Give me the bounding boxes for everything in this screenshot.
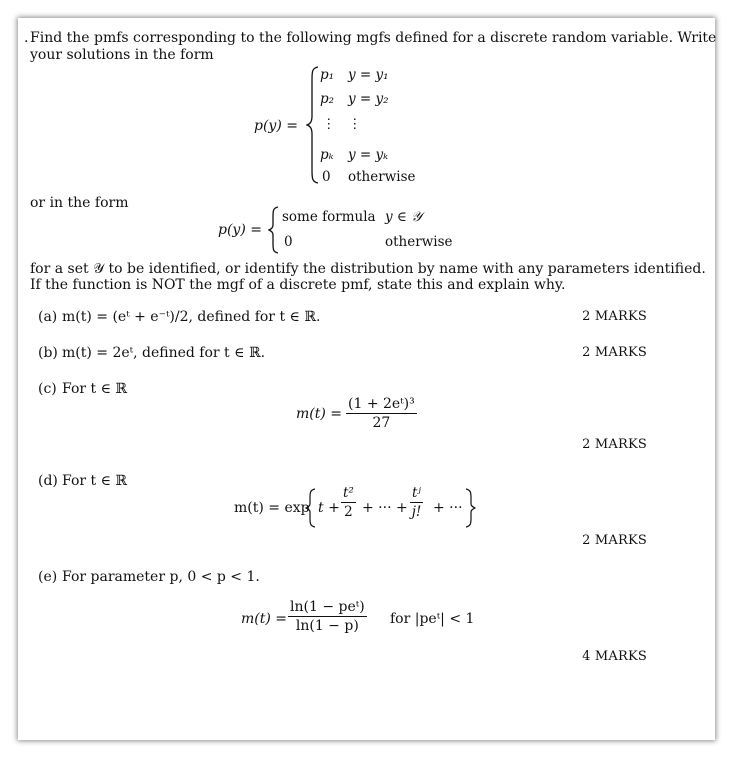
intro-line-2: your solutions in the form — [30, 47, 214, 63]
part-d-t: t + — [318, 500, 340, 516]
part-e-marks: 4 MARKS — [582, 649, 647, 664]
part-d-frac1 — [341, 485, 356, 520]
form2-row1-right: y ∈ 𝒴 — [385, 209, 422, 225]
part-a-marks: 2 MARKS — [582, 309, 647, 324]
part-e-denominator: ln(1 − p) — [295, 618, 359, 634]
part-d-left-brace — [305, 488, 317, 528]
form1-row5-y: otherwise — [348, 169, 416, 185]
part-d-right-brace — [464, 488, 476, 528]
part-d-mid: + ··· + — [362, 500, 408, 516]
part-e-label: (e) — [38, 569, 58, 585]
part-c-label: (c) — [38, 381, 57, 397]
part-e-fraction — [288, 599, 367, 634]
instructions-line-2: If the function is NOT the mgf of a discrete pmf, state this and explain why. — [30, 277, 566, 293]
form1-row2-p: p₂ — [320, 91, 335, 107]
form2-row2-left: 0 — [284, 234, 293, 250]
part-d-frac2 — [410, 485, 423, 520]
intro-line-1: Find the pmfs corresponding to the following mgfs defined for a discrete random variable. Write — [30, 30, 717, 46]
document-page — [18, 18, 715, 740]
part-d-frac1-den: 2 — [344, 504, 353, 520]
part-e-numerator: ln(1 − peᵗ) — [290, 599, 365, 615]
form2-lhs: p(y) = — [218, 222, 262, 238]
part-d-marks: 2 MARKS — [582, 533, 647, 548]
part-d-text: For t ∈ ℝ — [62, 473, 128, 489]
part-c-text: For t ∈ ℝ — [62, 381, 128, 397]
part-c-fraction — [346, 396, 417, 431]
form1-left-brace — [306, 66, 320, 184]
form1-row3-y: ⋮ — [348, 116, 362, 132]
form1-row4-y: y = yₖ — [348, 147, 389, 163]
form1-row1-y: y = y₁ — [348, 67, 389, 83]
part-e-text: For parameter p, 0 < p < 1. — [62, 569, 260, 585]
instructions-line-1: for a set 𝒴 to be identified, or identify the distribution by name with any parameters identified. — [30, 261, 706, 277]
form1-row4-p: pₖ — [320, 147, 334, 163]
form2-left-brace — [268, 206, 280, 254]
part-d-frac2-den: j! — [411, 504, 422, 520]
part-a-label: (a) — [38, 309, 58, 325]
part-e-lhs: m(t) = — [241, 611, 288, 627]
form1-row2-y: y = y₂ — [348, 91, 389, 107]
part-a-text: m(t) = (eᵗ + e⁻ᵗ)/2, defined for t ∈ ℝ. — [62, 309, 321, 325]
part-c-numerator: (1 + 2eᵗ)³ — [348, 396, 415, 412]
form1-row3-p: ⋮ — [322, 116, 336, 132]
part-d-frac2-num: tʲ — [412, 485, 421, 501]
form2-row1-left: some formula — [282, 209, 376, 225]
form1-row5-p: 0 — [322, 169, 331, 185]
part-d-tail: + ··· — [433, 500, 463, 516]
or-in-the-form: or in the form — [30, 195, 129, 211]
part-d-frac1-num: t² — [343, 485, 354, 501]
part-d-lhs: m(t) = exp — [234, 500, 310, 516]
part-b-marks: 2 MARKS — [582, 345, 647, 360]
form1-lhs: p(y) = — [254, 118, 298, 134]
part-c-denominator: 27 — [372, 415, 391, 431]
bullet-dot: . — [24, 30, 29, 46]
form1-row1-p: p₁ — [320, 67, 335, 83]
part-d-label: (d) — [38, 473, 58, 489]
part-c-lhs: m(t) = — [296, 406, 343, 422]
form2-row2-right: otherwise — [385, 234, 453, 250]
part-c-marks: 2 MARKS — [582, 437, 647, 452]
part-e-condition: for |peᵗ| < 1 — [390, 611, 475, 627]
part-b-label: (b) — [38, 345, 58, 361]
part-b-text: m(t) = 2eᵗ, defined for t ∈ ℝ. — [62, 345, 266, 361]
